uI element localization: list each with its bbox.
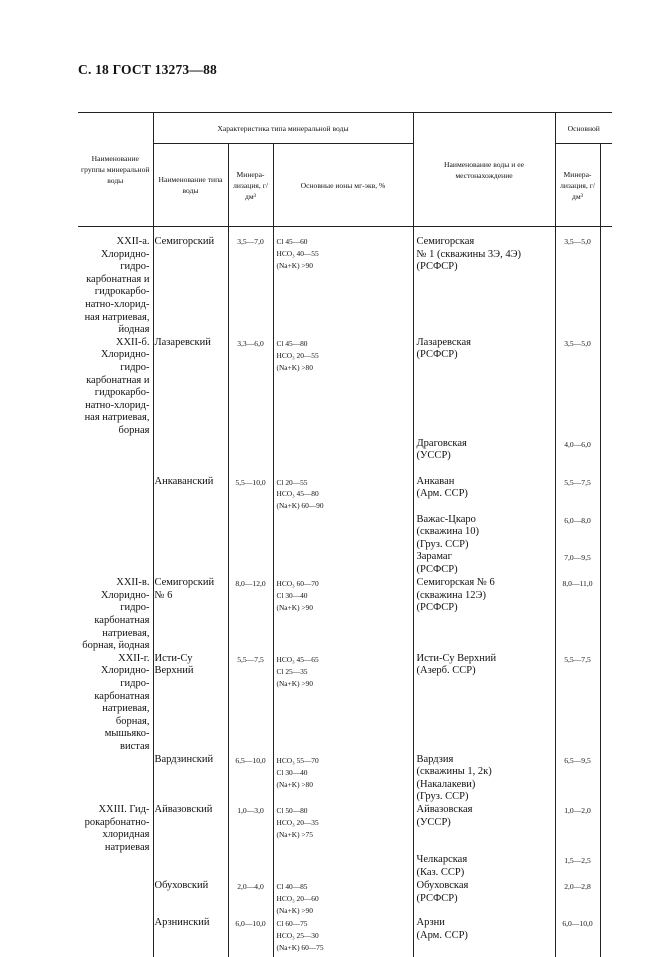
group-name-cell [78,854,153,880]
water-name-cell-text: Анкаван (Арм. ССР) [416,475,468,500]
type-name-cell [153,438,228,476]
ions-cell [273,577,413,653]
page-header: С. 18 ГОСТ 13273—88 [78,62,217,77]
ions-cell [273,854,413,880]
mineralization-cell [228,804,273,854]
type-name-cell [153,227,228,337]
group-name-cell-text: XXIII. Гид-рокарбонатно-хлоридная натриевая [84,803,150,853]
header-type-name: Наименование типа воды [153,144,228,227]
type-name-cell-text: Семигорский № 6 [154,577,215,601]
mineralization-cell [228,854,273,880]
water-name-cell-text: Зарамаг (РСФСР) [416,551,458,575]
mineralization-2-cell [555,514,600,552]
mineralization-2-cell [555,227,600,337]
mineralization-2-cell-text: 7,0—9,5 [564,553,591,563]
table-row [78,854,612,880]
type-name-cell [153,804,228,854]
mineralization-cell [228,754,273,804]
mineralization-2-cell [555,917,600,957]
water-name-cell-text: Исти-Су Верхний (Азерб. ССР) [416,652,497,677]
group-name-cell [78,438,153,476]
ions-cell-text: HCO₃ 55—70 Cl 30—40 (Na+K) >80 [276,755,319,789]
group-name-cell [78,476,153,514]
water-name-cell-text: Вардзия (скважины 1, 2к) (Накалакеви) (Груз. ССР) [416,753,492,803]
mineralization-cell-text: 5,5—7,5 [237,654,264,664]
ions-cell-text: Cl 50—80 HCO₃ 20—35 (Na+K) >75 [276,805,319,839]
water-name-cell [413,854,555,880]
mineralization-2-cell-text: 5,5—7,5 [564,654,591,664]
mineralization-cell-text: 8,0—12,0 [235,579,266,589]
group-name-cell [78,653,153,754]
table-row [78,653,612,754]
water-name-cell [413,438,555,476]
water-name-cell-text: Лазаревская (РСФСР) [416,336,471,361]
ions-cell [273,754,413,804]
type-name-cell [153,476,228,514]
mineralization-2-cell-text: 3,5—5,0 [564,237,591,246]
ions-cell-text: HCO₃ 45—65 Cl 25—35 (Na+K) >90 [276,654,319,688]
mineralization-2-cell-text: 6,5—9,5 [564,755,591,765]
mineral-water-table [78,112,612,957]
mineralization-cell [228,337,273,438]
mineralization-2-cell-text: 6,0—8,0 [564,515,591,525]
group-name-cell-text: XXII-б. Хлоридно-гидро-карбонатная и гидрокарбо-натно-хлорид-ная натриевая, борная [84,336,150,436]
mineralization-2-cell [555,438,600,476]
water-name-cell-text: Семигорская № 1 (скважины 3Э, 4Э) (РСФСР) [416,236,522,273]
ions-cell-text: HCO₃ 60—70 Cl 30—40 (Na+K) >90 [276,579,319,613]
type-name-cell [153,653,228,754]
mineralization-2-cell [555,854,600,880]
table-row [78,476,612,514]
type-name-cell [153,551,228,577]
water-name-cell [413,653,555,754]
ions-cell-text: Cl 45—60 HCO₃ 40—55 (Na+K) >90 [276,237,319,270]
type-name-cell [153,917,228,957]
mineralization-2-cell-text: 2,0—2,8 [564,882,591,892]
mineralization-cell [228,438,273,476]
table-row [78,880,612,917]
ions-cell [273,476,413,514]
type-name-cell [153,754,228,804]
ions-cell [273,551,413,577]
mineralization-2-cell-text: 6,0—10,0 [562,919,593,929]
mineralization-2-cell [555,551,600,577]
header-characteristic: Характеристика типа минеральной воды [153,113,413,144]
type-name-cell [153,577,228,653]
header-continued [600,144,612,227]
ions-cell [273,880,413,917]
continued-cell [600,551,612,577]
group-name-cell [78,754,153,804]
header-ions: Основные ионы мг-экв, % [273,144,413,227]
water-name-cell-text: Важас-Цкаро (скважина 10) (Груз. ССР) [416,513,480,550]
water-name-cell [413,551,555,577]
table-row [78,227,612,337]
ions-cell-text: Cl 60—75 HCO₃ 25—30 (Na+K) 60—75 [276,919,324,953]
mineralization-cell [228,476,273,514]
mineralization-2-cell-text: 1,0—2,0 [564,805,591,815]
water-name-cell-text: Семигорская № 6 (скважина 12Э) (РСФСР) [416,577,495,614]
table-row [78,438,612,476]
ions-cell [273,804,413,854]
type-name-cell-text: Исти-Су Верхний [154,652,194,677]
mineralization-2-cell [555,577,600,653]
header-group: Наименование группы минеральной воды [78,113,153,227]
table-row [78,551,612,577]
mineralization-cell-text: 3,3—6,0 [237,338,264,348]
header-mineralization-2: Минера-лизация, г/дм³ [555,144,600,227]
header-water-name: Наименование воды и ее местонахождение [413,113,555,227]
table-row [78,917,612,957]
water-name-cell [413,804,555,854]
water-name-cell [413,577,555,653]
group-name-cell [78,917,153,957]
continued-cell [600,337,612,438]
group-name-cell [78,577,153,653]
type-name-cell [153,880,228,917]
continued-cell [600,514,612,552]
mineralization-cell [228,514,273,552]
table-row [78,514,612,552]
mineralization-cell-text: 6,5—10,0 [235,755,266,765]
group-name-cell [78,227,153,337]
water-name-cell-text: Арзни (Арм. ССР) [416,917,468,941]
group-name-cell [78,880,153,917]
water-name-cell-text: Обуховская (РСФСР) [416,880,469,904]
mineralization-2-cell [555,804,600,854]
ions-cell [273,227,413,337]
mineralization-2-cell-text: 3,5—5,0 [564,338,591,348]
group-name-cell-text: XXII-г. Хлоридно-гидро-карбонатная натриевая, борная, мышьяко-вистая [94,652,150,752]
type-name-cell-text: Айвазовский [154,803,213,815]
mineralization-cell-text: 2,0—4,0 [237,882,264,892]
type-name-cell-text: Семигорский [154,236,215,247]
mineralization-cell [228,227,273,337]
table-row [78,754,612,804]
continued-cell [600,880,612,917]
water-name-cell-text: Айвазовская (УССР) [416,803,473,828]
ions-cell-text: Cl 40—85 HCO₃ 20—60 (Na+K) >90 [276,882,319,916]
mineralization-cell [228,577,273,653]
water-name-cell [413,227,555,337]
ions-cell-text: Cl 20—55 HCO₃ 45—80 (Na+K) 60—90 [276,477,324,511]
continued-cell [600,854,612,880]
mineralization-2-cell-text: 4,0—6,0 [564,439,591,449]
mineralization-2-cell [555,653,600,754]
group-name-cell-text: XXII-а. Хлоридно-гидро-карбонатная и гидрокарбо-натно-хлорид-ная натриевая, йодная [84,236,150,336]
continued-cell [600,804,612,854]
table-row [78,577,612,653]
table-row [78,804,612,854]
ions-cell [273,917,413,957]
mineralization-cell-text: 3,5—7,0 [237,237,264,246]
mineralization-cell-text: 6,0—10,0 [235,919,266,929]
ions-cell [273,653,413,754]
group-name-cell [78,514,153,552]
mineralization-2-cell [555,337,600,438]
mineralization-2-cell [555,754,600,804]
type-name-cell-text: Арзнинский [154,917,210,929]
group-name-cell [78,804,153,854]
ions-cell [273,337,413,438]
mineralization-2-cell [555,880,600,917]
type-name-cell [153,854,228,880]
group-name-cell [78,551,153,577]
continued-cell [600,227,612,337]
mineralization-2-cell [555,476,600,514]
mineralization-2-cell-text: 8,0—11,0 [562,579,593,589]
mineralization-cell [228,653,273,754]
group-name-cell-text: XXII-в. Хлоридно-гидро-карбонатная натриевая, борная, йодная [82,577,150,652]
type-name-cell [153,514,228,552]
water-name-cell-text: Драговская (УССР) [416,437,467,462]
mineralization-cell [228,917,273,957]
group-name-cell [78,337,153,438]
header-mineralization: Минера-лизация, г/дм³ [228,144,273,227]
water-name-cell [413,514,555,552]
ions-cell [273,438,413,476]
mineralization-cell [228,880,273,917]
continued-cell [600,653,612,754]
water-name-cell [413,337,555,438]
continued-cell [600,438,612,476]
type-name-cell-text: Обуховский [154,880,209,892]
mineralization-cell-text: 1,0—3,0 [237,805,264,815]
mineralization-cell-text: 5,5—10,0 [235,477,266,487]
table-row [78,337,612,438]
continued-cell [600,476,612,514]
continued-cell [600,754,612,804]
type-name-cell [153,337,228,438]
water-name-cell [413,754,555,804]
header-basic: Основной [555,113,612,144]
mineralization-2-cell-text: 5,5—7,5 [564,477,591,487]
water-name-cell [413,917,555,957]
ions-cell [273,514,413,552]
mineralization-2-cell-text: 1,5—2,5 [564,856,591,866]
continued-cell [600,917,612,957]
ions-cell-text: Cl 45—80 HCO₃ 20—55 (Na+K) >80 [276,338,319,372]
type-name-cell-text: Вардзинский [154,753,214,765]
water-name-cell [413,880,555,917]
type-name-cell-text: Лазаревский [154,336,211,348]
water-name-cell [413,476,555,514]
continued-cell [600,577,612,653]
type-name-cell-text: Анкаванский [154,475,214,487]
water-name-cell-text: Челкарская (Каз. ССР) [416,854,468,878]
mineralization-cell [228,551,273,577]
